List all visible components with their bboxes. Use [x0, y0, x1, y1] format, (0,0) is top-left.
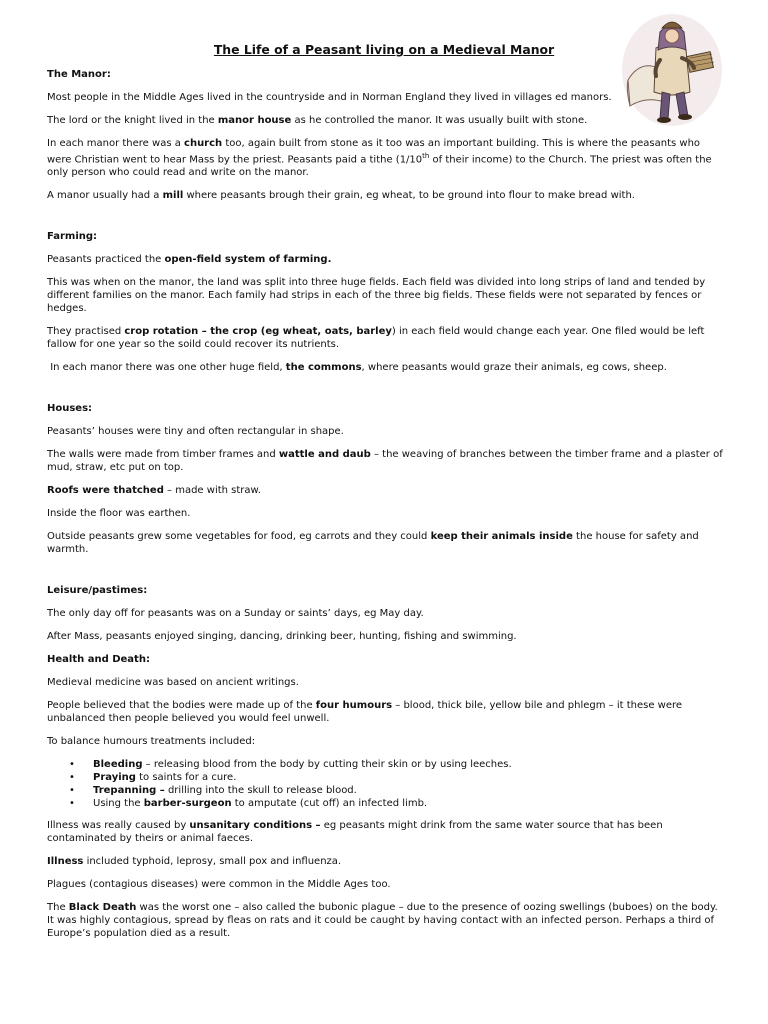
- section-heading-health: Health and Death:: [47, 654, 150, 666]
- paragraph: After Mass, peasants enjoyed singing, dancing, drinking beer, hunting, fishing and swimming.: [47, 631, 517, 643]
- paragraph: Most people in the Middle Ages lived in the countryside and in Norman England they lived in villages ed manors.: [47, 92, 612, 103]
- paragraph: Inside the floor was earthen.: [47, 508, 191, 520]
- paragraph: Peasants practiced the open-field system of farming.: [47, 254, 332, 266]
- paragraph: The lord or the knight lived in the manor house as he controlled the manor. It was usually built with stone.: [47, 115, 588, 126]
- paragraph: The walls were made from timber frames and wattle and daub – the weaving of branches between the timber frame and a plaster of mud, straw, etc put on top.: [47, 449, 723, 474]
- section-heading-farming: Farming:: [47, 231, 98, 243]
- section-heading-houses: Houses:: [47, 403, 93, 415]
- paragraph: In each manor there was one other huge field, the commons, where peasants would graze their animals, eg cows, sheep.: [47, 362, 667, 374]
- paragraph: In each manor there was a church too, again built from stone as it too was an important building. This is where the peasants who were Christian went to hear Mass by the priest. Peasants paid a tithe (1/10th of their income) to the Church. The priest was often the only person who could read and write on the manor.: [47, 138, 712, 179]
- paragraph: Illness included typhoid, leprosy, small pox and influenza.: [47, 856, 342, 868]
- paragraph: Peasants’ houses were tiny and often rectangular in shape.: [47, 426, 344, 438]
- paragraph: People believed that the bodies were made up of the four humours – blood, thick bile, yellow bile and phlegm – it these were unbalanced then people believed you would feel unwell.: [47, 700, 683, 725]
- paragraph: Outside peasants grew some vegetables for food, eg carrots and they could keep their animals inside the house for safety and warmth.: [47, 531, 699, 556]
- list-item: • Bleeding – releasing blood from the body by cutting their skin or by using leeches.: [47, 758, 727, 771]
- paragraph: The only day off for peasants was on a Sunday or saints’ days, eg May day.: [47, 608, 424, 620]
- page-title: The Life of a Peasant living on a Medieval Manor: [213, 42, 555, 57]
- paragraph: They practised crop rotation – the crop (eg wheat, oats, barley) in each field would change each year. One filed would be left fallow for one year so the soild could recover its nutrients.: [47, 326, 705, 351]
- paragraph: Medieval medicine was based on ancient writings.: [47, 677, 299, 689]
- section-heading-leisure: Leisure/pastimes:: [47, 585, 148, 597]
- list-item: • Trepanning – drilling into the skull to release blood.: [47, 784, 727, 797]
- list-item: • Praying to saints for a cure.: [47, 771, 727, 784]
- paragraph: The Black Death was the worst one – also called the bubonic plague – due to the presence of oozing swellings (buboes) on the body. It was highly contagious, spread by fleas on rats and it could be caught by having contact with an infected person. Perhaps a third of Europe’s population died as a result.: [47, 902, 718, 940]
- treatments-list: [47, 758, 727, 810]
- paragraph: This was when on the manor, the land was split into three huge fields. Each field was divided into long strips of land and tended by different families on the manor. Each family had strips in each of the three big fields. These fields were not separated by fences or hedges.: [47, 277, 706, 315]
- section-heading-manor: The Manor:: [47, 69, 111, 80]
- paragraph: Plagues (contagious diseases) were common in the Middle Ages too.: [47, 879, 391, 891]
- document-body: [47, 68, 727, 950]
- paragraph: To balance humours treatments included:: [47, 736, 256, 748]
- list-item: • Using the barber-surgeon to amputate (cut off) an infected limb.: [47, 797, 727, 810]
- paragraph: Roofs were thatched – made with straw.: [47, 485, 261, 497]
- paragraph: Illness was really caused by unsanitary conditions – eg peasants might drink from the same water source that has been contaminated by theirs or animal faeces.: [47, 820, 663, 845]
- paragraph: A manor usually had a mill where peasants brough their grain, eg wheat, to be ground into flour to make bread with.: [47, 190, 635, 202]
